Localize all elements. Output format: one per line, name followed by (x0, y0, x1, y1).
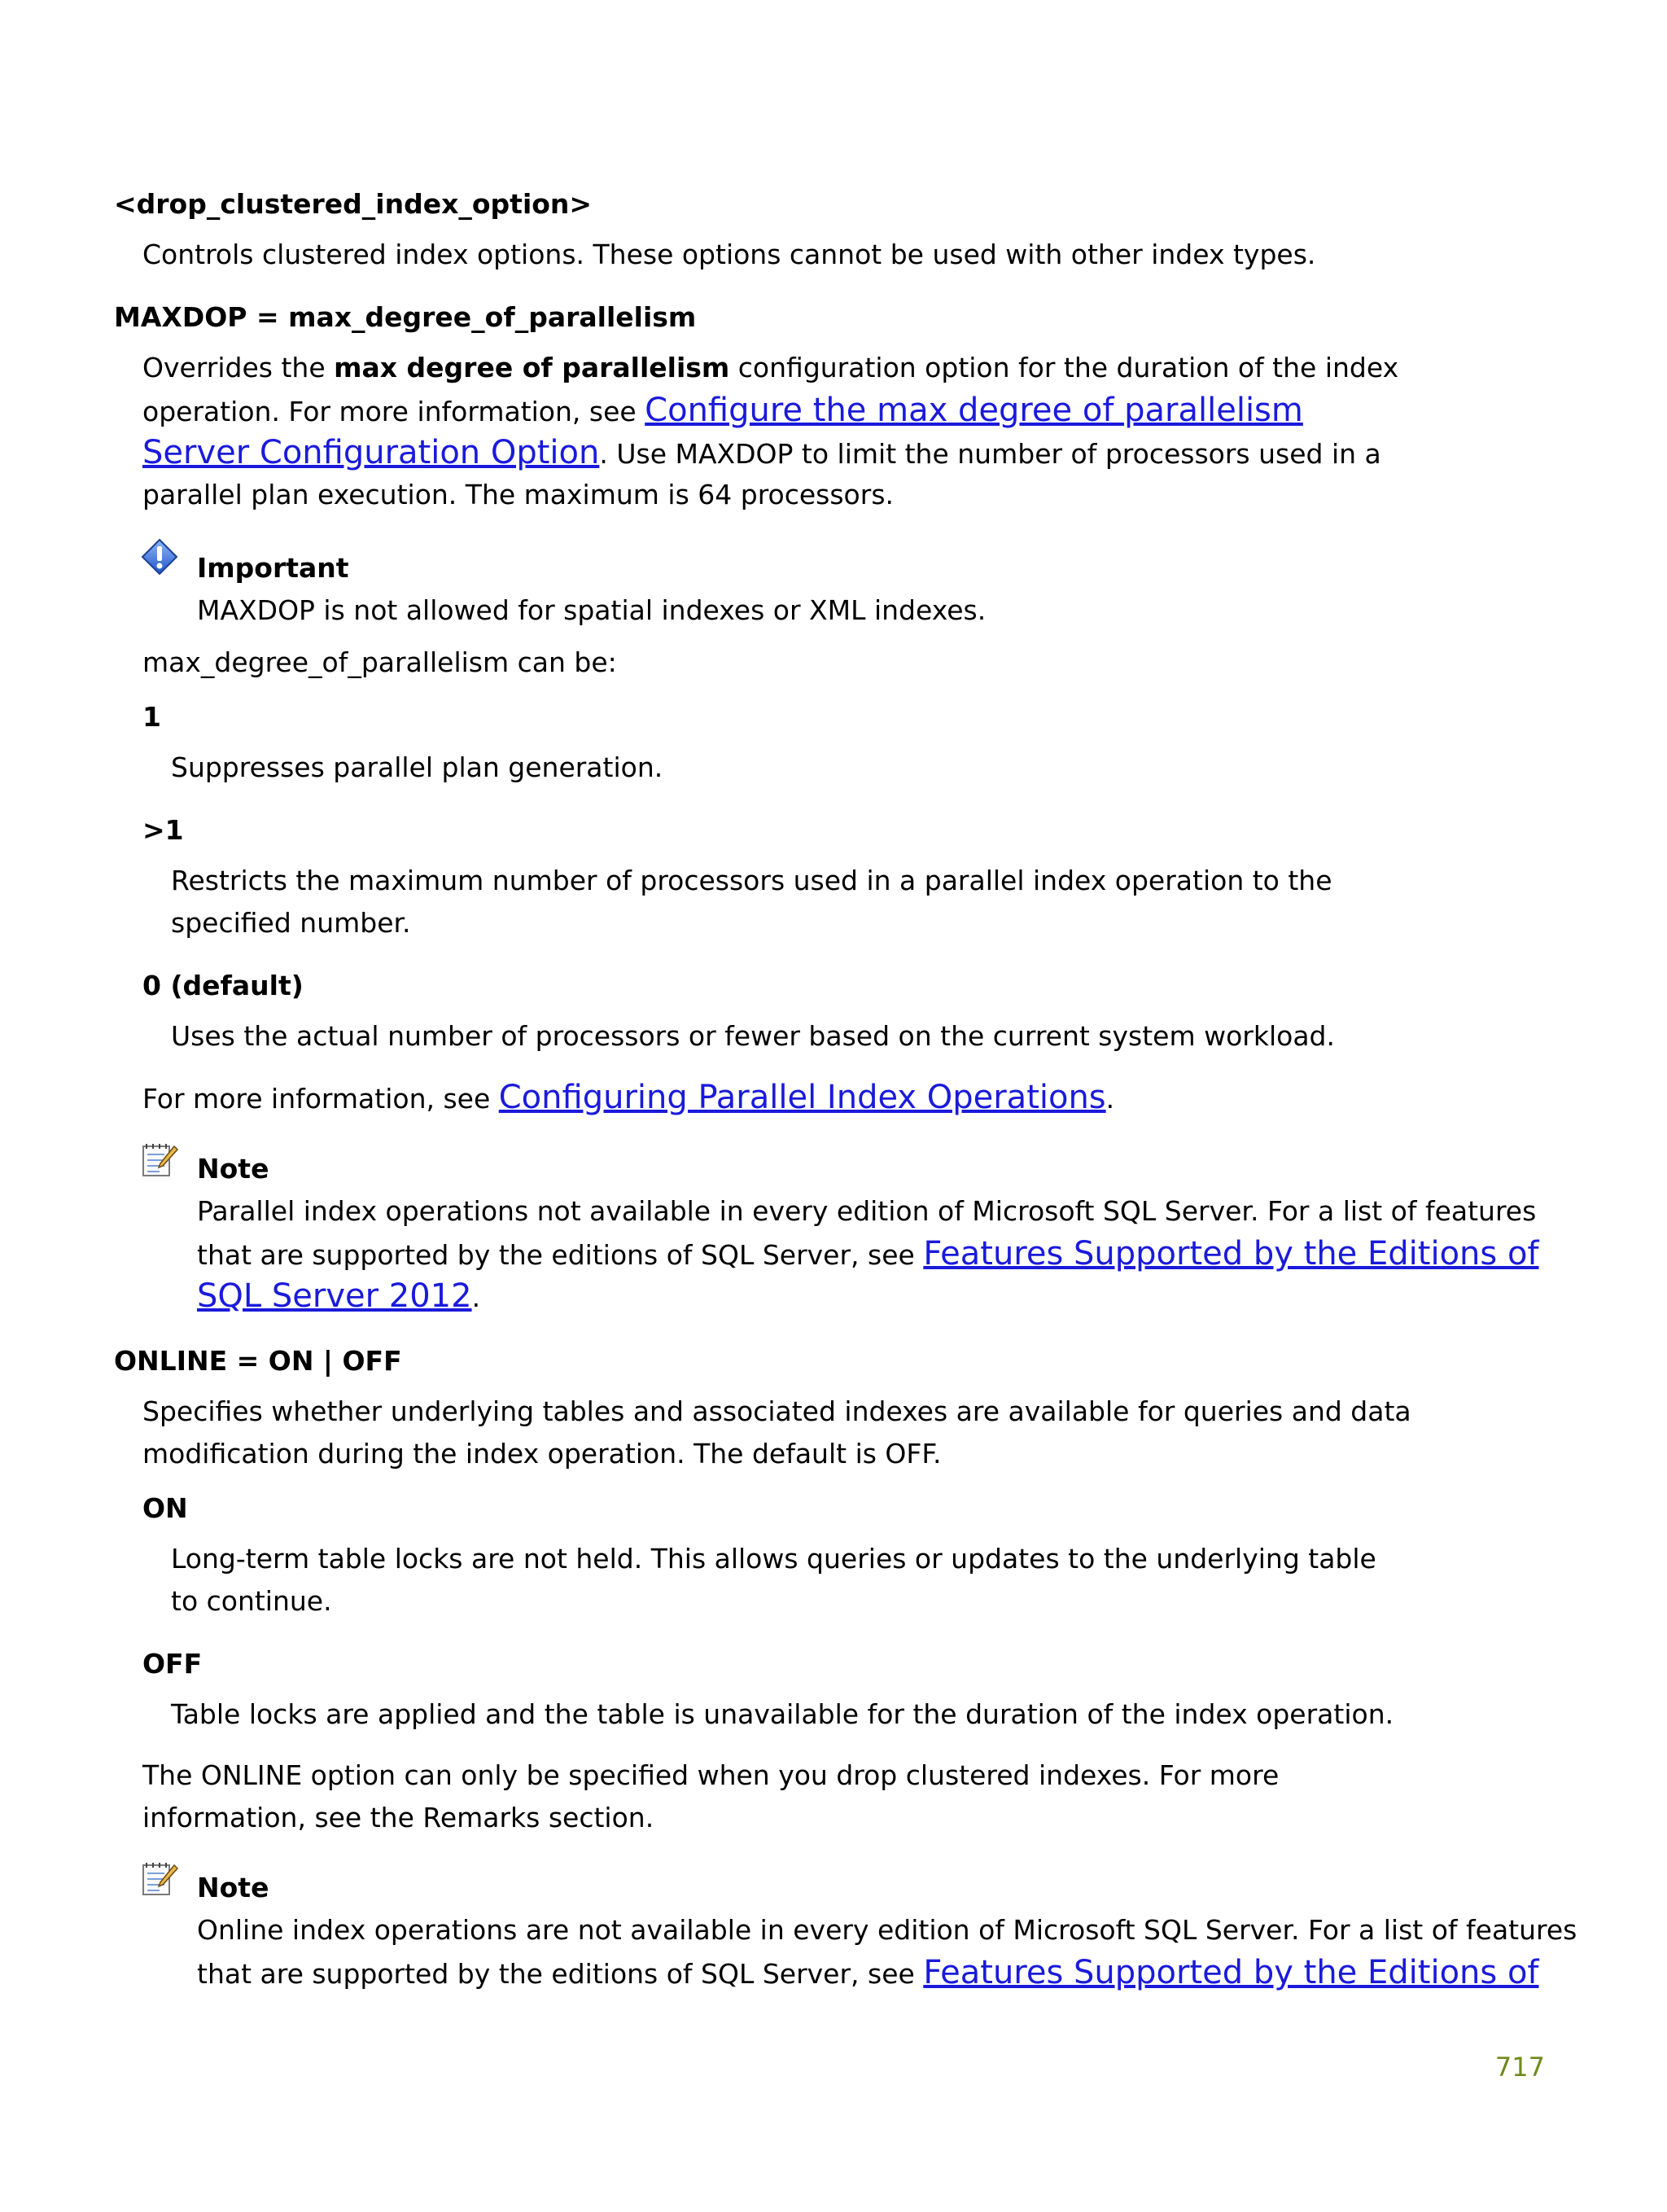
value-term-0-default: 0 (default) (142, 970, 304, 1001)
note-icon (140, 1141, 179, 1179)
link-configuring-parallel-index-operations[interactable]: Configuring Parallel Index Operations (498, 1079, 1106, 1116)
note-text-line-1: Parallel index operations not available in every edition of Microsoft SQL Server. For a list of features (197, 1195, 1537, 1227)
maxdop-desc-line-2 (142, 389, 1303, 433)
text: . (1105, 1083, 1115, 1115)
value-desc-0-default: Uses the actual number of processors or fewer based on the current system workload. (171, 1020, 1335, 1052)
online-remarks-line-2: information, see the Remarks section. (142, 1802, 654, 1833)
term-online: ONLINE = ON | OFF (114, 1345, 402, 1377)
value-desc-gt1-line-1: Restricts the maximum number of processors used in a parallel index operation to the (171, 865, 1332, 896)
important-title: Important (197, 552, 349, 584)
note-text-line-2 (197, 1233, 1539, 1277)
important-icon (140, 537, 179, 576)
online-on-desc-line-2: to continue. (171, 1585, 332, 1617)
note-icon (140, 1860, 179, 1898)
text: configuration option for the duration of the index (729, 352, 1399, 383)
maxdop-desc-line-4: parallel plan execution. The maximum is 64 processors. (142, 479, 895, 510)
value-term-1: 1 (142, 701, 161, 733)
maxdop-desc-line-1 (142, 347, 1398, 389)
value-term-gt1: >1 (142, 814, 184, 846)
note-title: Note (197, 1872, 269, 1903)
online-off-desc: Table locks are applied and the table is unavailable for the duration of the index operation. (171, 1698, 1394, 1730)
important-text: MAXDOP is not allowed for spatial indexes or XML indexes. (197, 594, 987, 626)
online-remarks-line-1: The ONLINE option can only be specified when you drop clustered indexes. For more (142, 1759, 1280, 1791)
online-desc-line-2: modification during the index operation. The default is OFF. (142, 1438, 942, 1470)
link-features-supported-by-editions[interactable]: Features Supported by the Editions of (923, 1954, 1539, 1991)
link-server-configuration-option[interactable]: Server Configuration Option (142, 434, 600, 471)
maxdop-can-be: max_degree_of_parallelism can be: (142, 646, 617, 678)
text: . (471, 1281, 481, 1313)
note-text-line-3 (197, 1275, 480, 1319)
text: Overrides the (142, 352, 335, 383)
text: that are supported by the editions of SQL Server, see (197, 1239, 924, 1271)
note-text-line-2 (197, 1951, 1539, 1995)
note-text-line-1: Online index operations are not available in every edition of Microsoft SQL Server. For a list of features (197, 1914, 1577, 1946)
link-configure-max-degree-of-parallelism[interactable]: Configure the max degree of parallelism (645, 392, 1303, 429)
online-term-on: ON (142, 1492, 188, 1524)
online-on-desc-line-1: Long-term table locks are not held. This allows queries or updates to the underlying table (171, 1543, 1376, 1575)
desc-drop-clustered-index-option: Controls clustered index options. These options cannot be used with other index types. (142, 239, 1316, 270)
text: that are supported by the editions of SQL Server, see (197, 1958, 924, 1990)
note-title: Note (197, 1153, 269, 1185)
term-maxdop: MAXDOP = max_degree_of_parallelism (114, 301, 697, 333)
page-number: 717 (1494, 2052, 1545, 2083)
bold-text: max degree of parallelism (334, 352, 730, 383)
text: . Use MAXDOP to limit the number of processors used in a (599, 438, 1381, 470)
value-desc-gt1-line-2: specified number. (171, 907, 411, 939)
text: For more information, see (142, 1083, 499, 1115)
online-desc-line-1: Specifies whether underlying tables and associated indexes are available for queries and data (142, 1395, 1411, 1427)
maxdop-more-info (142, 1076, 1114, 1120)
text: operation. For more information, see (142, 396, 645, 427)
maxdop-desc-line-3 (142, 431, 1381, 475)
link-sql-server-2012[interactable]: SQL Server 2012 (197, 1277, 472, 1315)
link-features-supported-by-editions[interactable]: Features Supported by the Editions of (923, 1235, 1539, 1272)
value-desc-1: Suppresses parallel plan generation. (171, 751, 663, 783)
online-term-off: OFF (142, 1648, 203, 1680)
term-drop-clustered-index-option: <drop_clustered_index_option> (114, 188, 593, 220)
